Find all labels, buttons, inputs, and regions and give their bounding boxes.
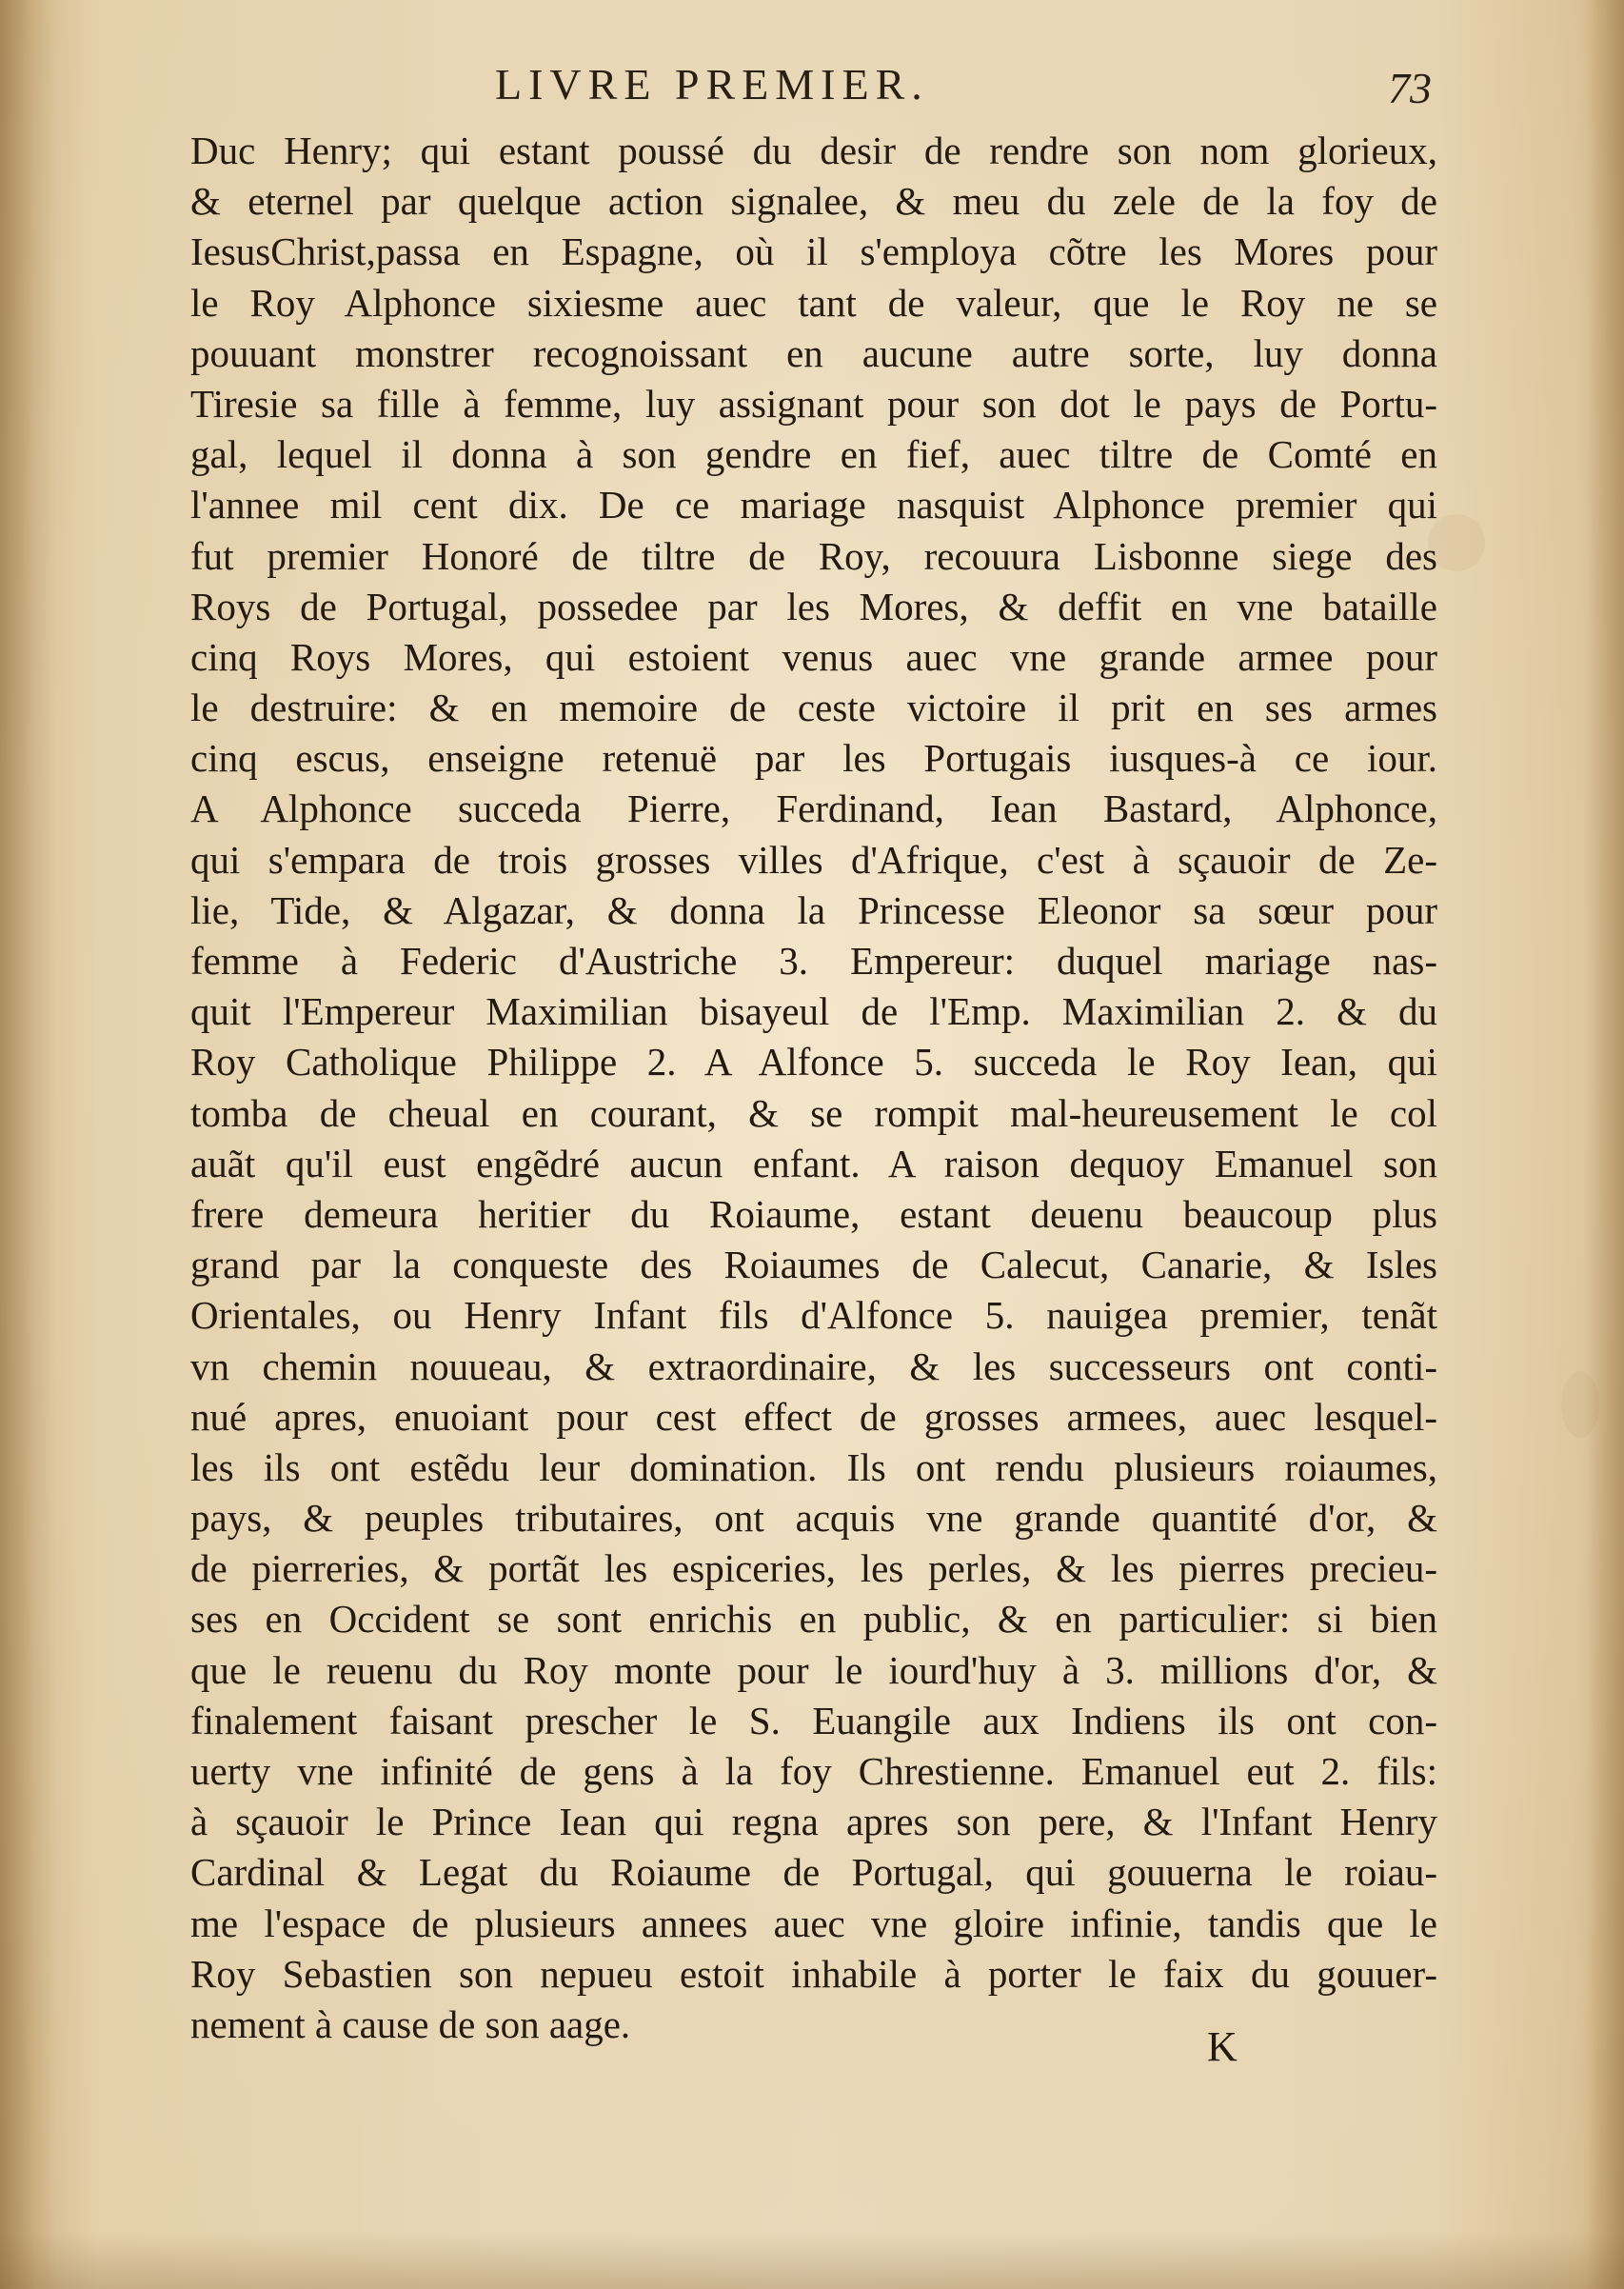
text-line: Orientales, ou Henry Infant fils d'Alfonce 5. nauigea premier, tenãt bbox=[190, 1293, 1437, 1338]
page-edge-shadow-left bbox=[0, 0, 57, 2289]
text-line: Roy Catholique Philippe 2. A Alfonce 5. succeda le Roy Iean, qui bbox=[190, 1040, 1437, 1085]
text-line: vn chemin nouueau, & extraordinaire, & les successeurs ont conti- bbox=[190, 1344, 1437, 1388]
text-line: que le reuenu du Roy monte pour le iourd'huy à 3. millions d'or, & bbox=[190, 1647, 1437, 1692]
text-line: gal, lequel il donna à son gendre en fief, auec tiltre de Comté en bbox=[190, 432, 1437, 477]
paper-stain bbox=[1561, 1371, 1599, 1438]
text-line: Cardinal & Legat du Roiaume de Portugal, qui gouuerna le roiau- bbox=[190, 1850, 1437, 1895]
text-line: & eternel par quelque action signalee, & meu du zele de la foy de bbox=[190, 179, 1437, 224]
text-line: auãt qu'il eust engẽdré aucun enfant. A raison dequoy Emanuel son bbox=[190, 1141, 1437, 1185]
text-line: le Roy Alphonce sixiesme auec tant de valeur, que le Roy ne se bbox=[190, 280, 1437, 325]
page-number: 73 bbox=[1388, 64, 1432, 112]
text-line: tomba de cheual en courant, & se rompit mal-heureusement le col bbox=[190, 1090, 1437, 1135]
text-line: cinq escus, enseigne retenuë par les Portugais iusques-à ce iour. bbox=[190, 736, 1437, 781]
text-line: de pierreries, & portãt les espiceries, les perles, & les pierres precieu- bbox=[190, 1546, 1437, 1591]
running-head: LIVRE PREMIER. bbox=[495, 60, 929, 109]
text-line: finalement faisant prescher le S. Euangile aux Indiens ils ont con- bbox=[190, 1698, 1437, 1742]
text-line: cinq Roys Mores, qui estoient venus auec vne grande armee pour bbox=[190, 634, 1437, 679]
text-line-last: nement à cause de son aage. bbox=[190, 2001, 631, 2046]
text-line: frere demeura heritier du Roiaume, estant deuenu beaucoup plus bbox=[190, 1191, 1437, 1236]
text-line: grand par la conqueste des Roiaumes de Calecut, Canarie, & Isles bbox=[190, 1243, 1437, 1287]
text-line: ses en Occident se sont enrichis en public, & en particulier: si bien bbox=[190, 1597, 1437, 1642]
text-line: A Alphonce succeda Pierre, Ferdinand, Iean Bastard, Alphonce, bbox=[190, 786, 1437, 831]
text-line: Duc Henry; qui estant poussé du desir de rendre son nom glorieux, bbox=[190, 129, 1437, 172]
text-line: les ils ont estẽdu leur domination. Ils ont rendu plusieurs roiaumes, bbox=[190, 1444, 1437, 1489]
page-edge-shadow-bottom bbox=[0, 2232, 1624, 2289]
body-text bbox=[190, 126, 1437, 2050]
text-line: Roys de Portugal, possedee par les Mores, & deffit en vne bataille bbox=[190, 584, 1437, 628]
text-line: Tiresie sa fille à femme, luy assignant pour son dot le pays de Portu- bbox=[190, 381, 1437, 426]
text-line: IesusChrist,passa en Espagne, où il s'employa cõtre les Mores pour bbox=[190, 229, 1437, 274]
text-line: fut premier Honoré de tiltre de Roy, recouura Lisbonne siege des bbox=[190, 533, 1437, 578]
text-line: le destruire: & en memoire de ceste victoire il prit en ses armes bbox=[190, 686, 1437, 730]
text-line: pays, & peuples tributaires, ont acquis vne grande quantité d'or, & bbox=[190, 1496, 1437, 1541]
signature-mark: K bbox=[1207, 2023, 1238, 2070]
text-line: quit l'Empereur Maximilian bisayeul de l'Emp. Maximilian 2. & du bbox=[190, 989, 1437, 1034]
text-line: pouuant monstrer recognoissant en aucune autre sorte, luy donna bbox=[190, 330, 1437, 375]
text-line: qui s'empara de trois grosses villes d'Afrique, c'est à sçauoir de Ze- bbox=[190, 837, 1437, 882]
text-line: femme à Federic d'Austriche 3. Empereur: duquel mariage nas- bbox=[190, 939, 1437, 983]
text-line: me l'espace de plusieurs annees auec vne gloire infinie, tandis que le bbox=[190, 1901, 1437, 1945]
text-line: Roy Sebastien son nepueu estoit inhabile à porter le faix du gouuer- bbox=[190, 1951, 1437, 1996]
text-line: lie, Tide, & Algazar, & donna la Princesse Eleonor sa sœur pour bbox=[190, 887, 1437, 932]
text-line: l'annee mil cent dix. De ce mariage nasquist Alphonce premier qui bbox=[190, 483, 1437, 527]
text-line: nué apres, enuoiant pour cest effect de grosses armees, auec lesquel- bbox=[190, 1394, 1437, 1439]
text-line: à sçauoir le Prince Iean qui regna apres son pere, & l'Infant Henry bbox=[190, 1800, 1437, 1844]
text-line: uerty vne infinité de gens à la foy Chrestienne. Emanuel eut 2. fils: bbox=[190, 1749, 1437, 1793]
page-edge-shadow-right bbox=[1586, 0, 1624, 2289]
